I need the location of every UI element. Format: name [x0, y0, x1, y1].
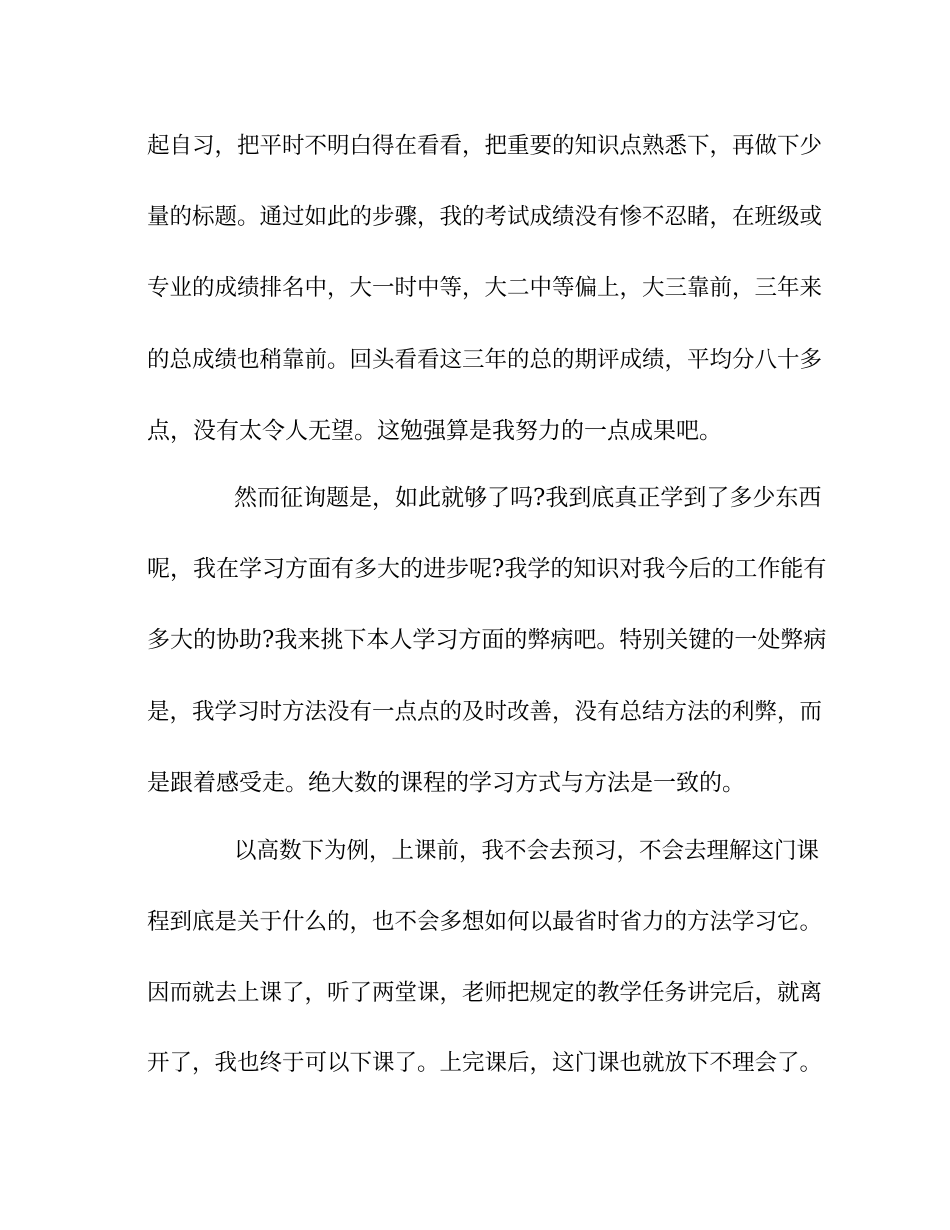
text-line: 是跟着感受走。绝大数的课程的学习方式与方法是一致的。	[147, 770, 745, 796]
paragraph-first-line: 然而征询题是，如此就够了吗?我到底真正学到了多少东西	[234, 485, 822, 511]
text-line: 呢，我在学习方面有多大的进步呢?我学的知识对我今后的工作能有	[147, 556, 827, 582]
text-line: 的总成绩也稍靠前。回头看看这三年的总的期评成绩，平均分八十多	[147, 347, 823, 373]
text-line: 程到底是关于什么的，也不会多想如何以最省时省力的方法学习它。	[147, 909, 823, 935]
paragraph-first-line: 以高数下为例，上课前，我不会去预习，不会去理解这门课	[234, 838, 820, 864]
text-line: 开了，我也终于可以下课了。上完课后，这门课也就放下不理会了。	[147, 1050, 823, 1076]
text-line: 量的标题。通过如此的步骤，我的考试成绩没有惨不忍睹，在班级或	[147, 204, 823, 230]
text-line: 是，我学习时方法没有一点点的及时改善，没有总结方法的利弊，而	[147, 699, 823, 725]
text-line: 专业的成绩排名中，大一时中等，大二中等偏上，大三靠前，三年来	[147, 275, 823, 301]
text-line: 起自习，把平时不明白得在看看，把重要的知识点熟悉下，再做下少	[147, 133, 823, 159]
text-line: 多大的协助?我来挑下本人学习方面的弊病吧。特别关键的一处弊病	[147, 627, 827, 653]
text-line: 因而就去上课了，听了两堂课，老师把规定的教学任务讲完后，就离	[147, 980, 823, 1006]
text-line: 点，没有太令人无望。这勉强算是我努力的一点成果吧。	[147, 418, 722, 444]
